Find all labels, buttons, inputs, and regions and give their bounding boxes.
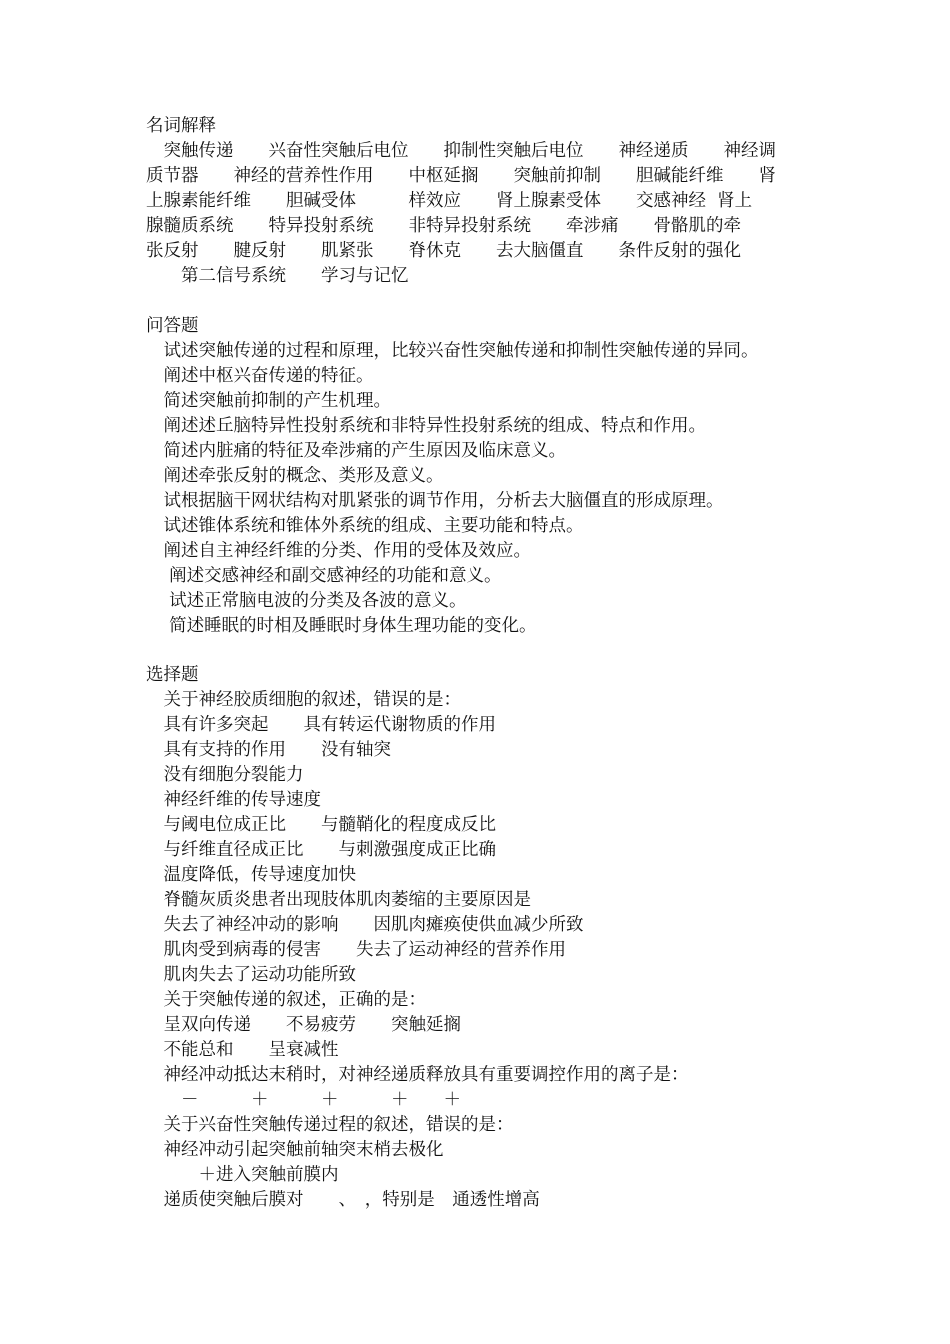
mc-line: 与纤维直径成正比 与刺激强度成正比确: [146, 840, 496, 860]
qa-item: 简述内脏痛的特征及牵涉痛的产生原因及临床意义。: [146, 441, 566, 461]
qa-item: 简述突触前抑制的产生机理。: [146, 391, 391, 411]
section-heading-glossary: 名词解释: [146, 116, 216, 136]
mc-line: 关于神经胶质细胞的叙述，错误的是：: [146, 690, 461, 710]
qa-item: 阐述中枢兴奋传递的特征。: [146, 366, 374, 386]
glossary-line: 第二信号系统 学习与记忆: [146, 266, 409, 286]
mc-line: － ＋ ＋ ＋ ＋: [146, 1090, 461, 1110]
qa-item: 试根据脑干网状结构对肌紧张的调节作用，分析去大脑僵直的形成原理。: [146, 491, 724, 511]
mc-line: 失去了神经冲动的影响 因肌肉瘫痪使供血减少所致: [146, 915, 584, 935]
glossary-line: 质节器 神经的营养性作用 中枢延搁 突触前抑制 胆碱能纤维 肾: [146, 166, 776, 186]
glossary-line: 张反射 腱反射 肌紧张 脊休克 去大脑僵直 条件反射的强化: [146, 241, 741, 261]
mc-line: 呈双向传递 不易疲劳 突触延搁: [146, 1015, 461, 1035]
qa-item: 简述睡眠的时相及睡眠时身体生理功能的变化。: [146, 616, 537, 636]
mc-line: 具有许多突起 具有转运代谢物质的作用: [146, 715, 496, 735]
mc-line: 关于兴奋性突触传递过程的叙述，错误的是：: [146, 1115, 514, 1135]
mc-line: 具有支持的作用 没有轴突: [146, 740, 391, 760]
glossary-line: 突触传递 兴奋性突触后电位 抑制性突触后电位 神经递质 神经调: [146, 141, 776, 161]
mc-line: 没有细胞分裂能力: [146, 765, 304, 785]
section-heading-qa: 问答题: [146, 316, 199, 336]
mc-line: 温度降低，传导速度加快: [146, 865, 356, 885]
mc-line: 不能总和 呈衰减性: [146, 1040, 339, 1060]
glossary-line: 腺髓质系统 特异投射系统 非特异投射系统 牵涉痛 骨骼肌的牵: [146, 216, 741, 236]
mc-line: 神经纤维的传导速度: [146, 790, 321, 810]
section-heading-mc: 选择题: [146, 665, 199, 685]
mc-line: 脊髓灰质炎患者出现肢体肌肉萎缩的主要原因是: [146, 890, 531, 910]
mc-line: 神经冲动抵达末稍时，对神经递质释放具有重要调控作用的离子是：: [146, 1065, 689, 1085]
qa-item: 试述正常脑电波的分类及各波的意义。: [146, 591, 467, 611]
mc-line: 神经冲动引起突触前轴突末梢去极化: [146, 1140, 444, 1160]
glossary-line: 上腺素能纤维 胆碱受体 样效应 肾上腺素受体 交感神经 肾上: [146, 191, 753, 211]
mc-line: ＋进入突触前膜内: [146, 1165, 339, 1185]
qa-item: 阐述牵张反射的概念、类形及意义。: [146, 466, 444, 486]
qa-item: 阐述交感神经和副交感神经的功能和意义。: [146, 566, 502, 586]
qa-item: 阐述自主神经纤维的分类、作用的受体及效应。: [146, 541, 531, 561]
mc-line: 肌肉受到病毒的侵害 失去了运动神经的营养作用: [146, 940, 566, 960]
mc-line: 关于突触传递的叙述，正确的是：: [146, 990, 426, 1010]
qa-item: 试述突触传递的过程和原理，比较兴奋性突触传递和抑制性突触传递的异同。: [146, 341, 759, 361]
mc-line: 递质使突触后膜对 、 ，特别是 通透性增高: [146, 1190, 540, 1210]
qa-item: 阐述述丘脑特异性投射系统和非特异性投射系统的组成、特点和作用。: [146, 416, 706, 436]
mc-line: 肌肉失去了运动功能所致: [146, 965, 356, 985]
qa-item: 试述锥体系统和锥体外系统的组成、主要功能和特点。: [146, 516, 584, 536]
mc-line: 与阈电位成正比 与髓鞘化的程度成反比: [146, 815, 496, 835]
